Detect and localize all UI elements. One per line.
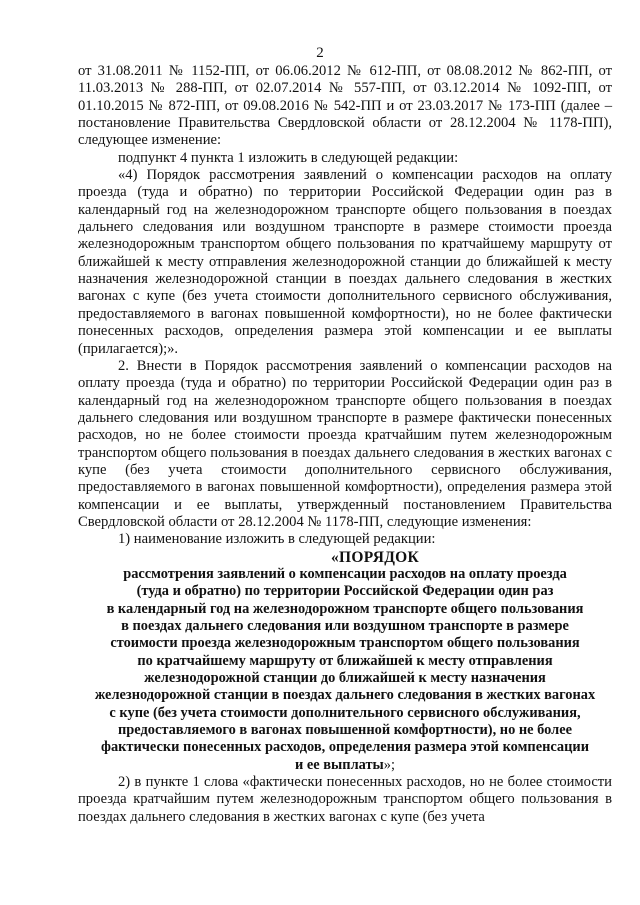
order-title-line: стоимости проезда железнодорожным транспортом общего пользования xyxy=(110,635,580,652)
order-title-line: в календарный год на железнодорожном транспорте общего пользования xyxy=(106,600,584,617)
order-title-line: по кратчайшему маршруту от ближайшей к месту отправления xyxy=(137,652,553,669)
paragraph-title-instruction: 1) наименование изложить в следующей редакции: xyxy=(118,531,436,548)
order-title xyxy=(78,549,612,774)
order-title-line: с купе (без учета стоимости дополнительного сервисного обслуживания, xyxy=(109,704,581,721)
order-title-line: железнодорожной станции в поездах дальнего следования в жестких вагонах xyxy=(94,687,596,704)
page-number: 2 xyxy=(316,45,324,61)
document-body xyxy=(78,63,612,826)
paragraph-new-wording-item-4: «4) Порядок рассмотрения заявлений о компенсации расходов на оплату проезда (туда и обратно) по территории Российской Федерации один раз в календарный год на железнодорожном транспорте общего пользования в поездах дальнего следования или воздушном транспорте в размере стоимости проезда железнодорожным транспортом общего пользования по кратчайшему маршруту от ближайшей к месту отправления железнодорожной станции до ближайшей к месту назначения железнодорожной станции в поездах дальнего следования в жестких вагонах с купе (без учета стоимости дополнительного сервисного обслуживания, предоставляемого в вагонах повышенной комфортности), но не более фактически понесенных расходов, определения размера этой компенсации и ее выплаты (прилагается);». xyxy=(78,167,612,357)
order-title-line: железнодорожной станции до ближайшей к месту назначения xyxy=(144,670,546,687)
paragraph-item-2: 2. Внести в Порядок рассмотрения заявлений о компенсации расходов на оплату проезда (туда и обратно) по территории Российской Федерации один раз в календарный год на железнодорожном транспорте общего пользования в поездах дальнего следования или воздушном транспорте в размере фактически понесенных расходов, но не более стоимости проезда кратчайшим путем железнодорожным транспортом общего пользования в поездах дальнего следования в жестких вагонах с купе (без учета стоимости дополнительного сервисного обслуживания, предоставляемого в вагонах повышенной комфортности), определения размера этой компенсации и ее выплаты, утвержденный постановлением Правительства Свердловской области от 28.12.2004 № 1178-ПП, следующие изменения: xyxy=(78,357,612,530)
order-title-line: рассмотрения заявлений о компенсации расходов на оплату проезда xyxy=(123,565,567,582)
paragraph-subitem-instruction: подпункт 4 пункта 1 изложить в следующей редакции: xyxy=(118,149,459,166)
order-title-heading: «ПОРЯДОК xyxy=(330,548,420,566)
paragraph-intro-continuation: от 31.08.2011 № 1152-ПП, от 06.06.2012 № 612-ПП, от 08.08.2012 № 862-ПП, от 11.03.2013 № 288-ПП, от 02.07.2014 № 557-ПП, от 03.12.2014 № 1092-ПП, от 01.10.2015 № 872-ПП, от 09.08.2016 № 542-ПП и от 23.03.2017 № 173-ПП (далее – постановление Правительства Свердловской области от 28.12.2004 № 1178-ПП), следующее изменение: xyxy=(78,63,612,149)
order-title-line: фактически понесенных расходов, определения размера этой компенсации xyxy=(100,739,589,756)
order-title-line: предоставляемого в вагонах повышенной комфортности), но не более xyxy=(117,722,573,739)
paragraph-item-2-subitem-2: 2) в пункте 1 слова «фактически понесенных расходов, но не более стоимости проезда кратчайшим путем железнодорожным транспортом общего пользования в поездах дальнего следования в жестких вагонах с купе (без учета xyxy=(78,774,612,825)
order-title-last-line-text: и ее выплаты xyxy=(295,756,384,773)
order-title-closing: »; xyxy=(383,756,395,773)
order-title-line: (туда и обратно) по территории Российской Федерации один раз xyxy=(136,583,554,600)
order-title-last-line xyxy=(78,757,612,774)
order-title-line: в поездах дальнего следования или воздушном транспорте в размере xyxy=(121,618,569,634)
